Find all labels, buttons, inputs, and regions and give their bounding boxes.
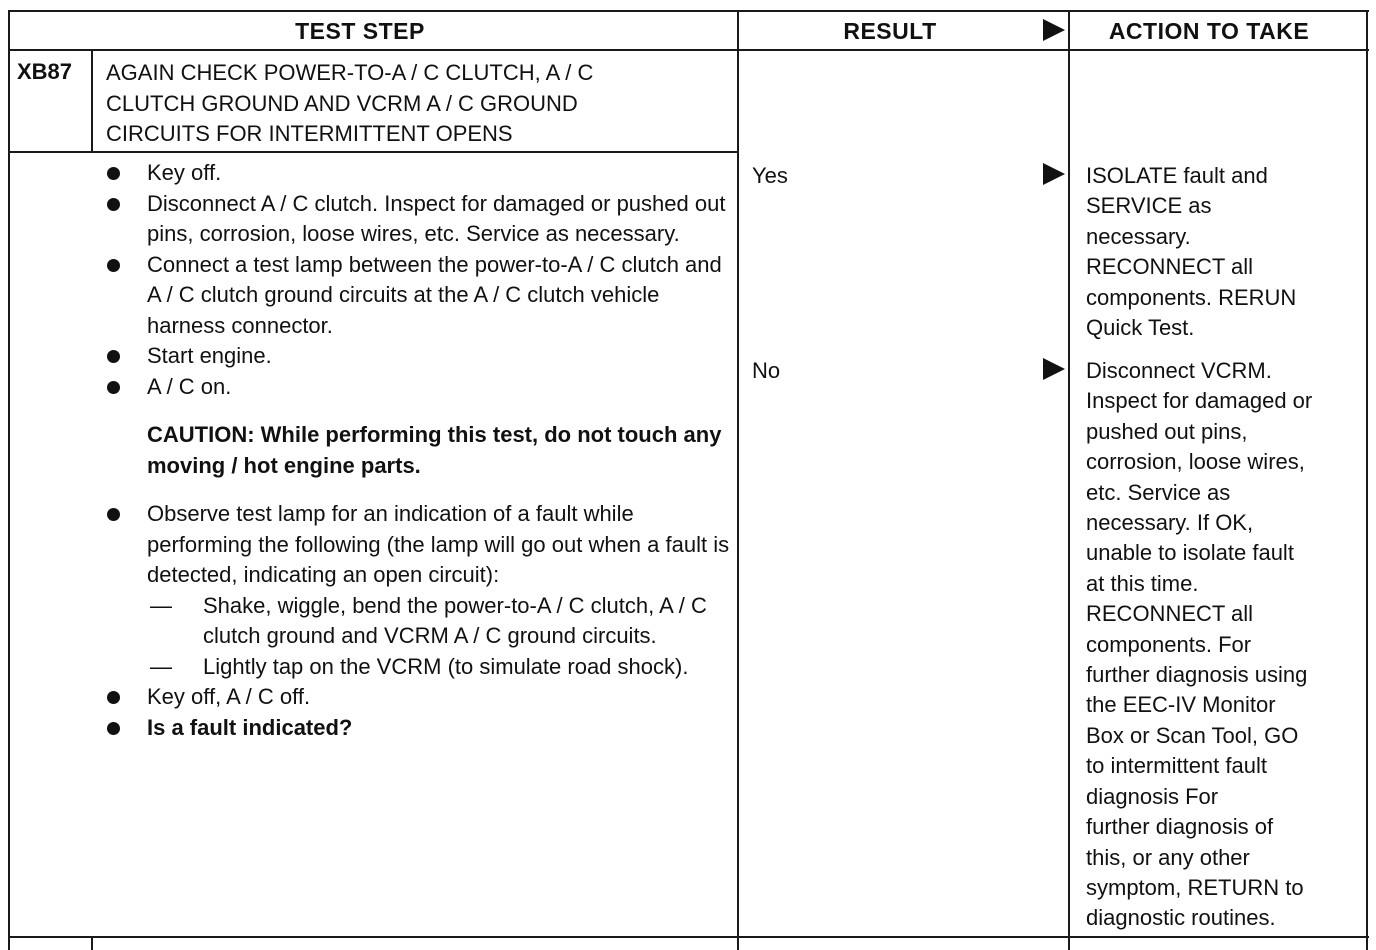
result-yes: Yes xyxy=(752,163,788,188)
procedure-step: Key off. xyxy=(100,158,730,189)
action-yes xyxy=(1086,161,1371,343)
procedure-steps xyxy=(100,158,730,743)
step-code: XB87 xyxy=(17,59,73,84)
header-divider xyxy=(8,49,1369,51)
step-title-line: AGAIN CHECK POWER-TO-A / C CLUTCH, A / C xyxy=(106,60,594,85)
action-line: Disconnect VCRM. xyxy=(1086,358,1272,383)
step-title-line: CLUTCH GROUND AND VCRM A / C GROUND xyxy=(106,90,578,116)
bullet-icon xyxy=(107,198,120,211)
step-title-line: CIRCUITS FOR INTERMITTENT OPENS xyxy=(106,121,513,146)
code-divider-bottom xyxy=(91,936,93,950)
title-divider xyxy=(8,151,739,153)
code-divider xyxy=(91,49,93,153)
action-header: ACTION TO TAKE xyxy=(1108,18,1310,44)
action-line: further diagnosis using xyxy=(1086,662,1308,688)
procedure-step: Connect a test lamp between the power-to-A / C clutch and A / C clutch ground circuits at the A / C clutch vehicle harness connector. xyxy=(100,250,730,342)
bullet-icon xyxy=(107,508,120,521)
result-no: No xyxy=(752,358,781,383)
action-line: at this time. xyxy=(1086,570,1199,596)
no-arrow-icon xyxy=(1043,358,1065,380)
test-step-header: TEST STEP xyxy=(295,18,425,44)
action-line: diagnosis For xyxy=(1086,783,1219,809)
action-line: necessary. If OK, xyxy=(1086,510,1254,536)
action-line: Inspect for damaged or xyxy=(1086,388,1313,414)
result-header: RESULT xyxy=(843,18,937,44)
action-line: the EEC-IV Monitor xyxy=(1086,692,1276,718)
bottom-border xyxy=(8,936,1369,938)
bullet-icon xyxy=(107,722,120,735)
action-divider xyxy=(1068,10,1070,950)
yes-arrow-icon xyxy=(1043,163,1065,185)
action-line: RECONNECT all xyxy=(1086,601,1254,627)
left-border xyxy=(8,10,10,950)
bullet-icon xyxy=(107,381,120,394)
action-line: components. RERUN xyxy=(1086,284,1297,310)
action-line: diagnostic routines. xyxy=(1086,905,1276,931)
top-border xyxy=(8,10,1369,12)
action-line: RECONNECT all xyxy=(1086,254,1254,280)
action-line: Box or Scan Tool, GO xyxy=(1086,722,1299,748)
action-line: symptom, RETURN to xyxy=(1086,874,1304,900)
procedure-step: Start engine. xyxy=(100,341,730,372)
action-line: this, or any other xyxy=(1086,844,1250,870)
sub-step: — Shake, wiggle, bend the power-to-A / C clutch, A / C clutch ground and VCRM A / C ground circuits. xyxy=(150,592,707,648)
question-step: Is a fault indicated? xyxy=(100,713,730,744)
caution-note: CAUTION: While performing this test, do not touch any moving / hot engine parts. xyxy=(147,422,722,478)
procedure-step: A / C on. xyxy=(100,372,730,403)
dash-icon: — xyxy=(150,653,172,679)
procedure-step: Observe test lamp for an indication of a fault while performing the following (the lamp will go out when a fault is detected, indicating an open circuit): xyxy=(100,499,730,591)
action-no xyxy=(1086,356,1371,934)
action-line: ISOLATE fault and xyxy=(1086,163,1268,188)
sub-step: — Lightly tap on the VCRM (to simulate road shock). xyxy=(100,652,730,683)
step-title xyxy=(106,58,726,150)
action-line: corrosion, loose wires, xyxy=(1086,449,1305,475)
action-line: SERVICE as xyxy=(1086,193,1212,219)
dash-icon: — xyxy=(150,592,172,618)
bullet-icon xyxy=(107,350,120,363)
procedure-step: Disconnect A / C clutch. Inspect for damaged or pushed out pins, corrosion, loose wires, etc. Service as necessary. xyxy=(100,189,730,250)
bullet-icon xyxy=(107,167,120,180)
action-line: etc. Service as xyxy=(1086,479,1231,505)
action-line: pushed out pins, xyxy=(1086,418,1248,444)
procedure-step: Key off, A / C off. xyxy=(100,682,730,713)
action-line: further diagnosis of xyxy=(1086,814,1274,840)
bullet-icon xyxy=(107,691,120,704)
action-line: components. For xyxy=(1086,631,1252,657)
action-line: Quick Test. xyxy=(1086,315,1195,341)
bullet-icon xyxy=(107,259,120,272)
action-line: necessary. xyxy=(1086,223,1191,249)
result-divider xyxy=(737,10,739,950)
action-line: to intermittent fault xyxy=(1086,753,1267,779)
action-line: unable to isolate fault xyxy=(1086,540,1294,566)
header-arrow-icon xyxy=(1043,19,1065,41)
